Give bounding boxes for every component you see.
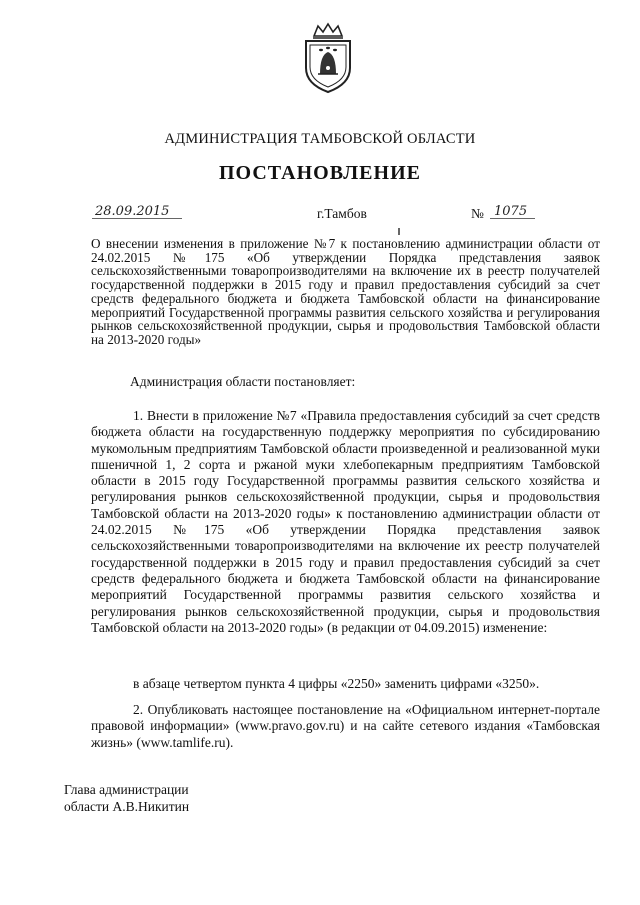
tambov-coat-of-arms-icon [298,22,358,94]
scan-mark [398,228,400,235]
document-date: 28.09.2015 [95,204,170,219]
item-2-text: 2. Опубликовать настоящее постановление на «Официальном интернет-портале правовой информации» (www.pravo.gov.ru) и на сайте сетевого издания «Тамбовская жизнь» (www.tamlife.ru). [91,702,600,750]
signature-title: Глава администрации [64,782,189,797]
date-underline [92,218,182,219]
decree-statement: Администрация области постановляет: [130,374,356,389]
item-1-text: 1. Внести в приложение №7 «Правила предоставления субсидий за счет средств бюджета области на государственную поддержку мероприятия по субсидированию мукомольным предприятиям Тамбовской области произведенной и реализованной муки пшеничной 1, 2 сорта и ржаной муки хлебопекарным предприятиям Тамбовской области в 2015 году Государственной программы развития сельского хозяйства и регулирования рынков сельскохозяйственной продукции, сырья и продовольствия Тамбовской области на 2013-2020 годы» к постановлению администрации области от 24.02.2015 №175 «Об утверждении Порядка представления заявок сельскохозяйственными товаропроизводителями на включение их реестр получателей государственной поддержки в 2015 году и правил предоставления субсидий за счет средств федерального бюджета и бюджета Тамбовской области на финансирование мероприятий Государственной программы развития сельского хозяйства и регулирования рынков сельскохозяйственной продукции, сырья и продовольствия Тамбовской области на 2013-2020 годы» (в редакции от 04.09.2015) изменение: [91,408,600,635]
number-label: № [471,206,484,221]
organization-name: АДМИНИСТРАЦИЯ ТАМБОВСКОЙ ОБЛАСТИ [164,131,476,147]
city-name: г.Тамбов [317,206,367,221]
document-number: 1075 [494,204,528,219]
signature-name: области А.В.Никитин [64,798,190,814]
document-subject: О внесении изменения в приложение №7 к постановлению администрации области от 24.02.2015 №175 «Об утверждении Порядка представления заявок сельскохозяйственными товаропроизводителями на включение их в реестр получателей государственной поддержки в 2015 году и правил предоставления субсидий за счет средств федерального бюджета и бюджета Тамбовской области на финансирование мероприятий Государственной программы развития сельского хозяйства и регулирования рынков сельскохозяйственной продукции, сырья и продовольствия Тамбовской области на 2013-2020 годы» [91,236,600,347]
item-1-change: в абзаце четвертом пункта 4 цифры «2250» заменить цифрами «3250». [133,676,540,691]
document-type-title: ПОСТАНОВЛЕНИЕ [219,162,421,184]
number-underline [490,218,535,219]
signature-block [64,782,189,815]
